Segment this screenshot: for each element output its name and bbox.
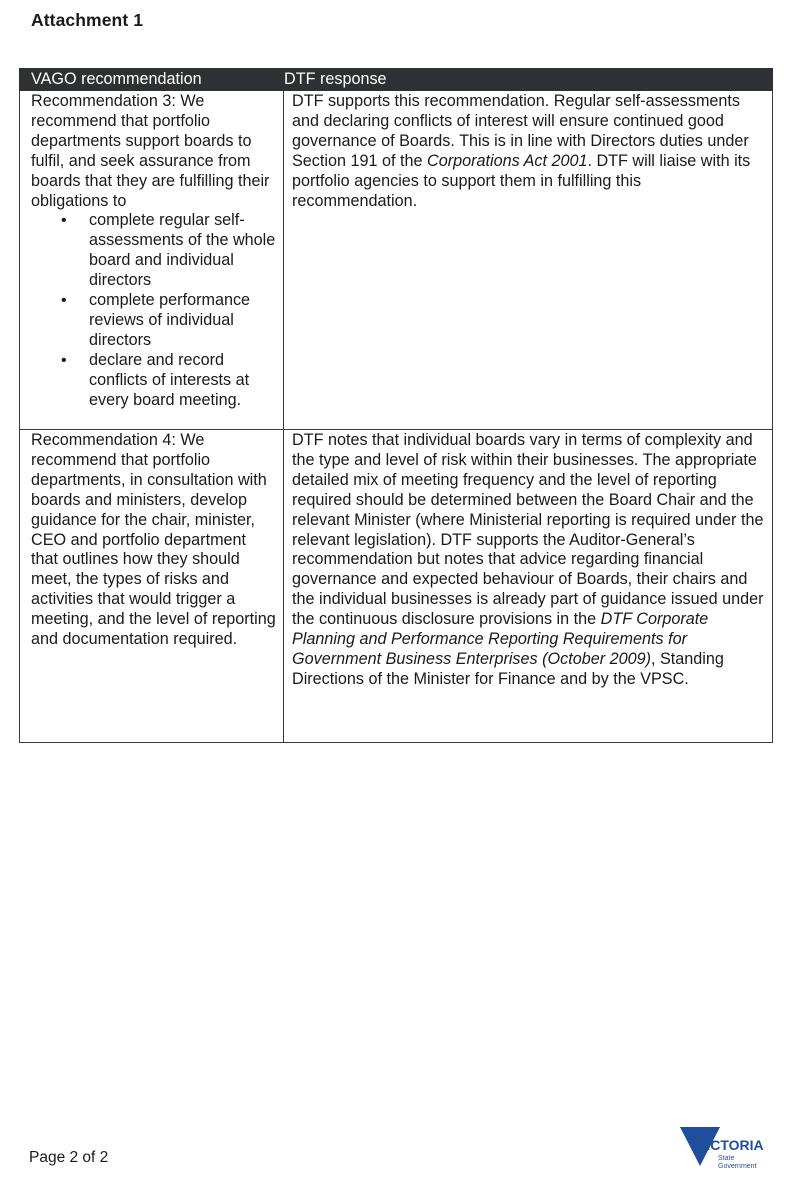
logo-line-1: State (718, 1155, 735, 1162)
response-text: DTF notes that individual boards vary in terms of complexity and the type and level of risk within their businesses. The appropriate detailed mix of meeting frequency and the level of reporting required should be determined between the Board Chair and the relevant Minister (where Ministerial reporting is required under the relevant legislation). DTF supports the Auditor-General’s recommendation but notes that advice regarding financial governance and expected behaviour of Boards, their chairs and the individual businesses is already part of guidance issued under the continuous disclosure provisions in the DTF Corporate Planning and Performance Reporting Requirements for Government Business Enterprises (October 2009), Standing Directions of the Minister for Finance and by the VPSC. (292, 431, 764, 688)
header-vago-recommendation: VAGO recommendation (20, 69, 284, 91)
header-dtf-response: DTF response (284, 69, 773, 91)
recommendation-response-table (19, 68, 773, 743)
list-item: • complete performance reviews of individual directors (89, 291, 277, 351)
response-cell (284, 430, 773, 743)
recommendation-text: Recommendation 3: We recommend that portfolio departments support boards to fulfil, and seek assurance from boards that they are fulfilling their obligations to (31, 92, 270, 210)
list-item: • declare and record conflicts of interests at every board meeting. (89, 351, 277, 411)
recommendation-cell (20, 430, 284, 743)
attachment-heading: Attachment 1 (31, 10, 144, 30)
table-header-row (20, 69, 773, 91)
logo-wordmark: VICTORIA (697, 1137, 764, 1153)
response-text: DTF supports this recommendation. Regular self-assessments and declaring conflicts of interest will ensure continued good governance of Boards. This is in line with Directors duties under Section 191 of the Corporations Act 2001. DTF will liaise with its portfolio agencies to support them in fulfilling this recommendation. (292, 92, 751, 210)
page-number: Page 2 of 2 (29, 1149, 109, 1166)
table-row (20, 91, 773, 430)
publication-citation: DTF Corporate Planning and Performance Reporting Requirements for Government Business Enterprises (October 2009) (292, 610, 709, 668)
obligations-list (31, 211, 277, 410)
recommendation-text: Recommendation 4: We recommend that portfolio departments, in consultation with boards and ministers, develop guidance for the chair, minister, CEO and portfolio department that outlines how they should meet, the types of risks and activities that would trigger a meeting, and the level of reporting and documentation required. (31, 431, 276, 649)
act-citation: Corporations Act 2001 (427, 151, 588, 170)
table-row (20, 430, 773, 743)
list-item: • complete regular self-assessments of the whole board and individual directors (89, 211, 277, 291)
response-cell (284, 91, 773, 430)
victoria-state-government-logo (680, 1126, 770, 1176)
logo-line-2: Government (718, 1163, 757, 1170)
recommendation-cell (20, 91, 284, 430)
